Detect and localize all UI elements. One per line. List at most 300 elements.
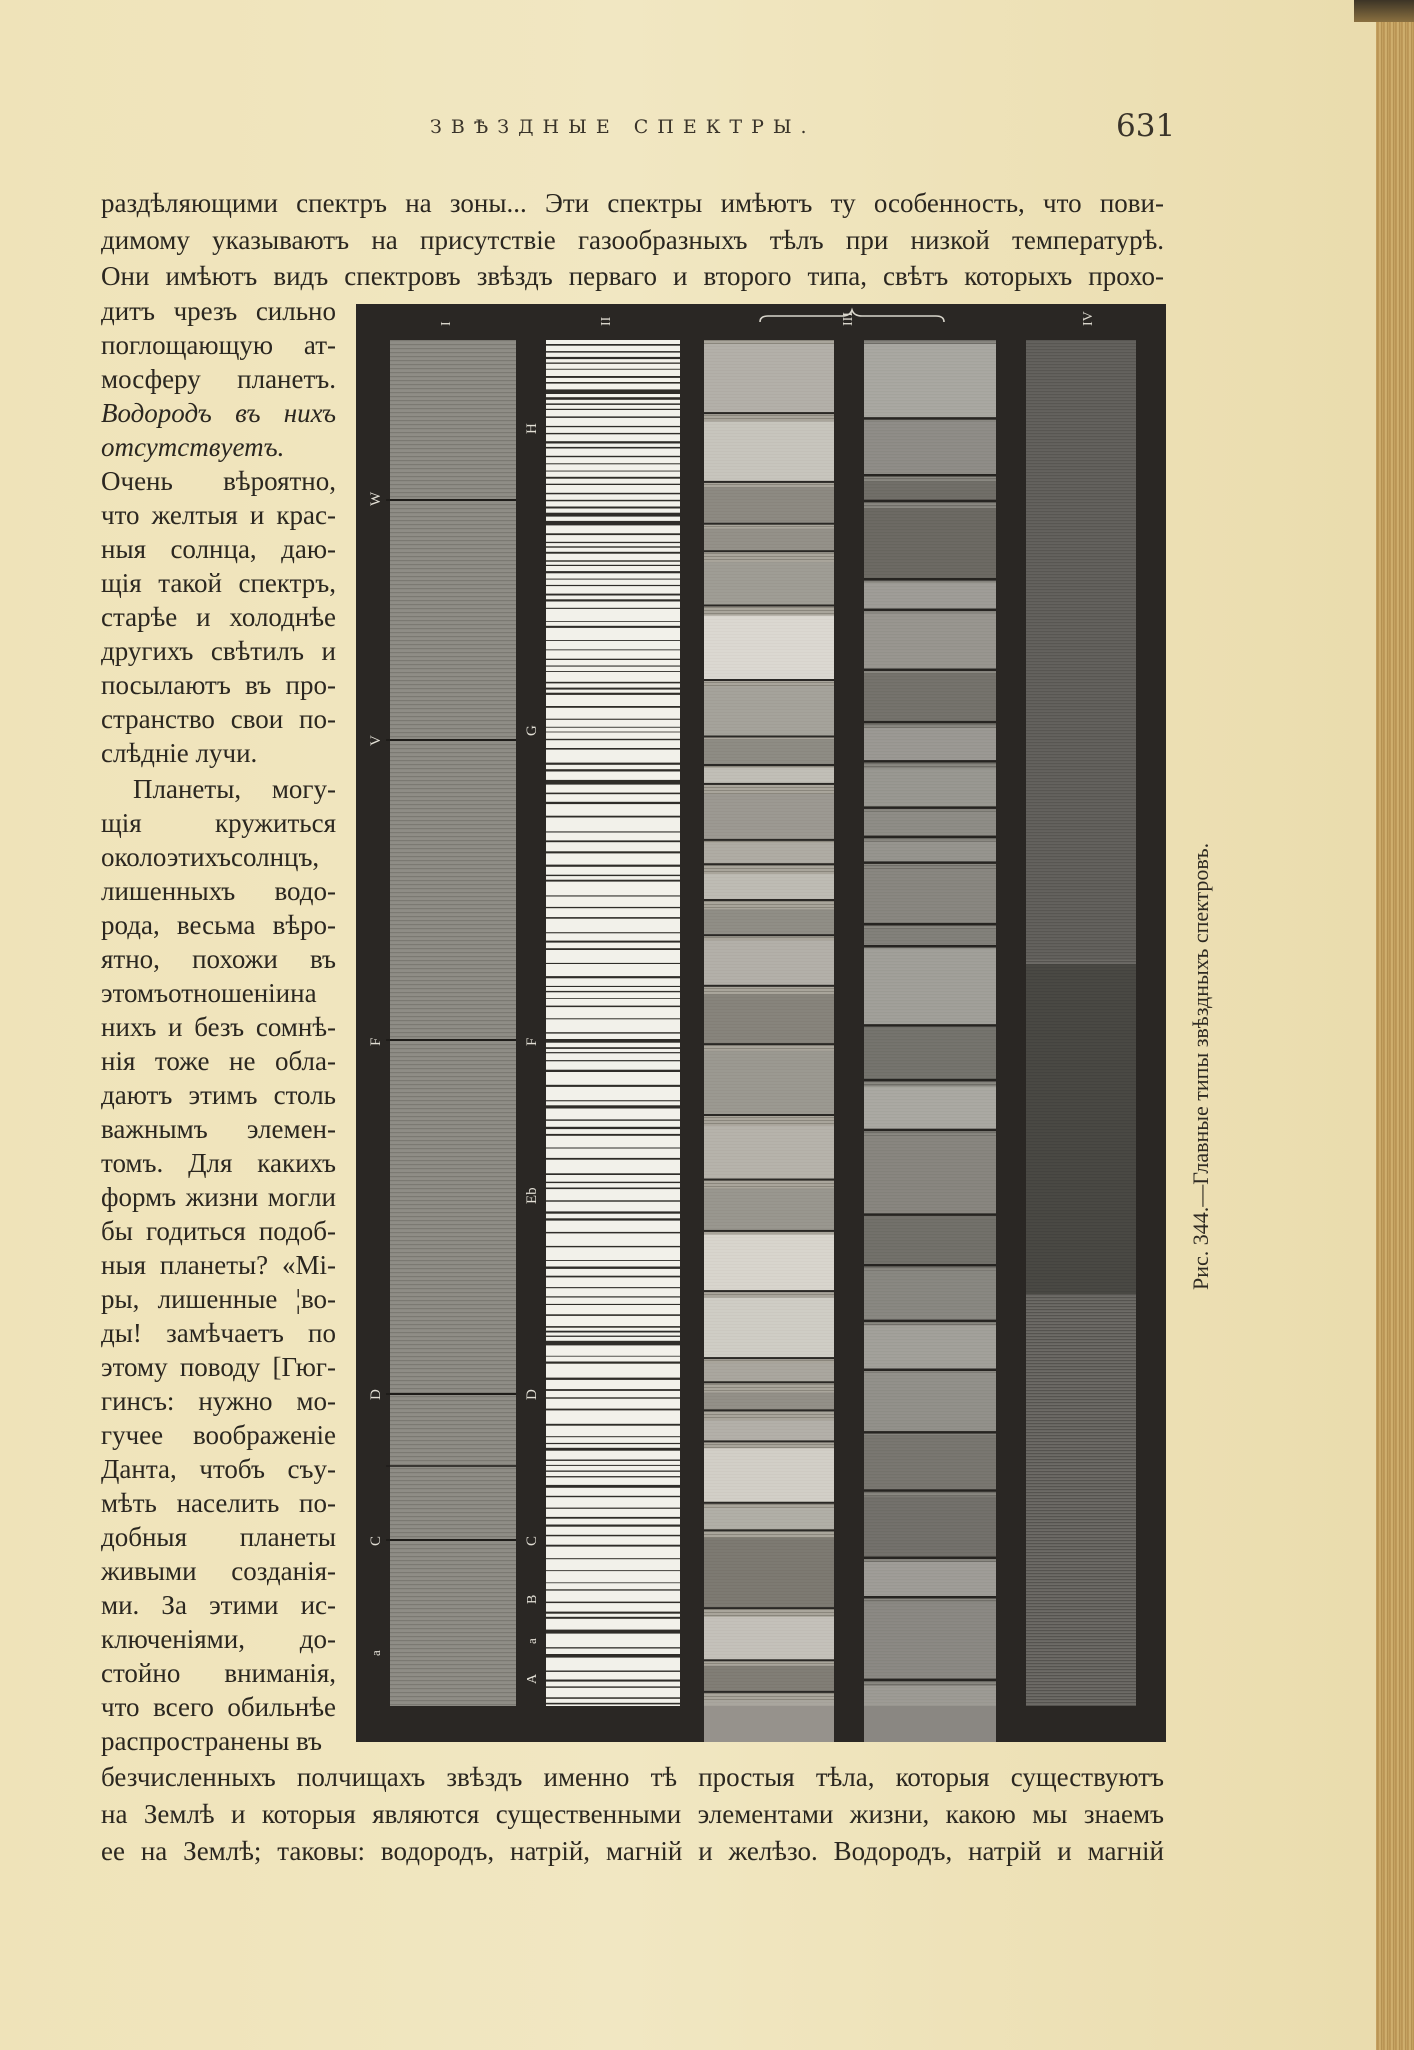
text-line: странство свои по- [101, 704, 336, 734]
absorption-line [546, 1188, 680, 1190]
page-corner-shadow [1354, 0, 1414, 22]
band-edge [704, 1114, 834, 1116]
absorption-line [546, 1443, 680, 1444]
figure-caption: Рис. 344.—Главные типы звѣздныхъ спектровъ. [1188, 842, 1213, 1290]
text-line: живыми созданія- [101, 1556, 336, 1586]
band-edge [704, 1529, 834, 1531]
absorption-line [546, 780, 680, 785]
absorption-line [546, 649, 680, 650]
absorption-line [546, 433, 680, 434]
band-edge [864, 923, 996, 926]
absorption-line [546, 1134, 680, 1136]
text-line: нія тоже не обла- [101, 1046, 336, 1076]
spectrum-band [864, 769, 996, 807]
spectrum-band [704, 1126, 834, 1179]
absorption-line [546, 1535, 680, 1537]
text-line: формъ жизни могли [101, 1182, 336, 1212]
text-line: ее на Землѣ; таковы: водородъ, натрій, магній и желѣзо. Водородъ, натрій и магній [101, 1836, 1164, 1866]
band-edge [704, 736, 834, 738]
spectrum-bands-iii-b [864, 344, 996, 1742]
absorption-line [546, 727, 680, 728]
spectrum-band [864, 1217, 996, 1264]
band-edge [864, 1369, 996, 1372]
line-letter-h: H [524, 423, 540, 434]
absorption-line [546, 1158, 680, 1160]
band-edge [704, 863, 834, 865]
text-line: мѣть населить по- [101, 1488, 336, 1518]
spectrum-band [864, 842, 996, 862]
text-line: ды! замѣчаетъ по [101, 1318, 336, 1348]
spectrum-band [864, 1497, 996, 1557]
column-label-iii: III [841, 312, 856, 326]
text-line: важнымъ элемен- [101, 1114, 336, 1144]
band-edge [864, 669, 996, 672]
absorption-line [546, 840, 680, 842]
band-edge [704, 523, 834, 525]
absorption-line [546, 500, 680, 502]
absorption-line [546, 1200, 680, 1201]
spectrum-band [704, 940, 834, 985]
band-edge [864, 1129, 996, 1132]
text-line: томъ. Для какихъ [101, 1148, 336, 1178]
text-line: дитъ чрезъ сильно [101, 296, 336, 326]
spectrum-band [704, 1393, 834, 1410]
absorption-line [546, 626, 680, 628]
absorption-line [546, 1617, 680, 1619]
absorption-line [546, 1047, 680, 1049]
line-letter-v: V [368, 735, 384, 746]
shade-band-iv [1026, 340, 1136, 960]
absorption-line [546, 1436, 680, 1437]
spectrum-band [704, 909, 834, 934]
absorption-line [546, 1287, 680, 1288]
absorption-line [546, 571, 680, 573]
band-edge [704, 1043, 834, 1045]
absorption-line [546, 447, 680, 449]
absorption-line [546, 507, 680, 509]
line-letter-c2: C [524, 1535, 540, 1546]
spectrum-band [704, 687, 834, 736]
absorption-line [546, 748, 680, 750]
absorption-line [546, 1589, 680, 1590]
text-line: стойно вниманія, [101, 1658, 336, 1688]
absorption-line [546, 546, 680, 547]
spectrum-band [704, 768, 834, 783]
absorption-line [546, 907, 680, 908]
absorption-line [546, 769, 680, 771]
absorption-line [546, 1039, 680, 1043]
running-title: ЗВѢЗДНЫЕ СПЕКТРЫ. [430, 116, 816, 138]
text-line: околоэтихъсолнцъ, [101, 842, 320, 872]
absorption-line [546, 1448, 680, 1451]
spectrum-band [864, 949, 996, 1025]
absorption-line [546, 1647, 680, 1648]
band-edge [864, 760, 996, 763]
band-edge [704, 764, 834, 766]
absorption-line [546, 1680, 680, 1682]
text-line: ныя солнца, даю- [101, 534, 336, 564]
line-letter-f2: F [524, 1037, 540, 1046]
line-letter-eb: Eb [524, 1187, 540, 1204]
absorption-line [546, 688, 680, 690]
band-edge [864, 474, 996, 477]
spectrum-band [864, 1271, 996, 1320]
absorption-line [546, 357, 680, 359]
band-edge [864, 861, 996, 864]
spectrum-band [704, 1448, 834, 1502]
spectrum-band [704, 344, 834, 412]
text-line: Водородъ въ нихъ [101, 398, 336, 428]
band-edge [864, 1596, 996, 1599]
absorption-line [546, 484, 680, 485]
line-letter-a-cap: A [525, 1673, 540, 1684]
spectrum-strip-ii [546, 340, 680, 1706]
absorption-line [546, 542, 680, 543]
spectrum-band [864, 613, 996, 668]
absorption-line [546, 403, 680, 405]
absorption-line [546, 1218, 680, 1220]
absorption-line [546, 1630, 680, 1634]
absorption-line [546, 1331, 680, 1333]
absorption-line [546, 1006, 680, 1008]
absorption-line [546, 1389, 680, 1391]
absorption-line [546, 560, 680, 561]
absorption-line [546, 1496, 680, 1497]
text-line: Очень вѣроятно, [101, 466, 336, 496]
spectrum-band [704, 1617, 834, 1659]
absorption-line [546, 1476, 680, 1477]
text-line: рода, весьма вѣро- [101, 910, 336, 940]
absorption-line [546, 941, 680, 943]
spectrum-band [704, 740, 834, 765]
absorption-line [546, 1032, 680, 1033]
spectrum-band [864, 673, 996, 721]
absorption-line [546, 880, 680, 882]
band-edge [704, 1179, 834, 1181]
text-line: димому указываютъ на присутствіе газообразныхъ тѣлъ при низкой температурѣ. [101, 225, 1164, 255]
spectrum-band [704, 794, 834, 839]
spectrum-band [864, 1373, 996, 1432]
line-letter-f: F [368, 1037, 384, 1046]
band-edge [704, 934, 834, 936]
absorption-line [546, 1517, 680, 1519]
absorption-line [546, 1105, 680, 1108]
absorption-line [546, 1304, 680, 1305]
absorption-line [546, 1671, 680, 1672]
absorption-line [546, 363, 680, 364]
spectrum-band [704, 1234, 834, 1290]
band-edge [864, 1320, 996, 1323]
absorption-line [546, 865, 680, 867]
text-line: бы годиться подоб- [101, 1216, 336, 1246]
text-line: ятно, похожи въ [101, 944, 336, 974]
absorption-line [546, 1267, 680, 1269]
absorption-line [546, 608, 680, 609]
spectrum-band [704, 1700, 834, 1742]
absorption-line [546, 1018, 680, 1019]
spectrum-band [864, 728, 996, 760]
absorption-line [546, 344, 680, 346]
spectra-figure [356, 304, 1166, 1742]
absorption-line [546, 1378, 680, 1380]
band-edge [864, 945, 996, 948]
spectrum-band [864, 1435, 996, 1490]
text-line: старѣе и холоднѣе [101, 602, 336, 632]
line-letter-w: W [368, 491, 384, 506]
spectrum-band [864, 421, 996, 474]
band-edge [864, 1264, 996, 1267]
absorption-line [546, 963, 680, 964]
absorption-line [546, 1276, 680, 1278]
absorption-line [546, 917, 680, 919]
absorption-line [546, 493, 680, 495]
absorption-line [546, 1232, 680, 1234]
text-line: что всего обильнѣе [101, 1692, 336, 1722]
spectrum-band [704, 421, 834, 481]
spectra-plate [356, 304, 1166, 1742]
band-edge [864, 806, 996, 809]
absorption-line [546, 351, 680, 353]
text-line: ключеніями, до- [101, 1624, 336, 1654]
spectrum-band [864, 1562, 996, 1596]
spectrum-band [704, 1508, 834, 1530]
absorption-line [546, 1602, 680, 1604]
band-edge [864, 578, 996, 581]
absorption-line [546, 426, 680, 427]
band-edge [704, 839, 834, 841]
spectrum-band [704, 562, 834, 605]
absorption-line [546, 1060, 680, 1061]
text-line: другихъ свѣтилъ и [101, 636, 336, 666]
absorption-line [546, 659, 680, 660]
absorption-line [546, 477, 680, 479]
band-edge [704, 1691, 834, 1693]
text-line: этому поводу [Гюг- [101, 1352, 336, 1382]
absorption-line [546, 552, 680, 554]
absorption-line [546, 831, 680, 832]
text-line: поглощающую ат- [101, 330, 336, 360]
line-letter-a2: a [524, 1638, 539, 1644]
band-edge [864, 1431, 996, 1434]
band-edge [704, 481, 834, 483]
absorption-line [546, 976, 680, 978]
absorption-line [546, 948, 680, 950]
absorption-line [546, 1100, 680, 1101]
text-line: гучее воображеніе [101, 1420, 336, 1450]
band-edge [704, 1409, 834, 1411]
band-edge [864, 1679, 996, 1682]
absorption-line [546, 816, 680, 818]
line-letter-b: B [525, 1594, 540, 1604]
spectrum-band [864, 508, 996, 578]
absorption-line [546, 1471, 680, 1472]
spectrum-band [864, 929, 996, 945]
band-edge [704, 412, 834, 414]
absorption-line [546, 382, 680, 384]
spectrum-band [704, 1298, 834, 1358]
band-edge [704, 605, 834, 607]
text-line: добныя планеты [101, 1522, 336, 1552]
absorption-line [546, 585, 680, 586]
band-edge [864, 1213, 996, 1216]
text-line: что желтыя и крас- [101, 500, 336, 530]
band-edge [864, 1489, 996, 1492]
absorption-line [546, 1508, 680, 1509]
absorption-line [546, 719, 680, 720]
text-line: мосферу планетъ. [101, 364, 336, 394]
absorption-line [546, 1465, 680, 1466]
absorption-line [546, 1336, 680, 1337]
absorption-line [546, 1246, 680, 1247]
column-label-iv: IV [1081, 311, 1096, 326]
band-edge [704, 1290, 834, 1292]
band-edge [864, 836, 996, 839]
absorption-line [546, 471, 680, 472]
absorption-line [546, 521, 680, 526]
absorption-line [546, 1356, 680, 1357]
absorption-line [546, 1314, 680, 1316]
absorption-line [546, 1127, 680, 1129]
band-edge [704, 1502, 834, 1504]
line-letter-a: a [368, 1650, 383, 1656]
absorption-line [546, 599, 680, 601]
spectrum-band [864, 1325, 996, 1368]
absorption-line [546, 1525, 680, 1527]
absorption-line [546, 621, 680, 622]
absorption-line [546, 1326, 680, 1328]
band-edge [704, 899, 834, 901]
absorption-line [546, 533, 680, 535]
absorption-line [546, 1703, 680, 1705]
band-edge [704, 1230, 834, 1232]
band-edge [704, 1357, 834, 1359]
absorption-line [546, 851, 680, 853]
absorption-line [546, 1558, 680, 1559]
band-edge [704, 985, 834, 987]
absorption-line [546, 991, 680, 992]
text-line: на Землѣ и которыя являются существенными элементами жизни, какою мы знаемъ [101, 1799, 1164, 1829]
absorption-line [546, 640, 680, 641]
text-line: этомъотношеніина [101, 978, 317, 1008]
spectrum-band [864, 481, 996, 500]
spectrum-band [864, 1603, 996, 1679]
absorption-line [546, 579, 680, 580]
spectrum-band [704, 1666, 834, 1691]
absorption-line [546, 409, 680, 410]
absorption-line [546, 802, 680, 804]
text-line: слѣдніе лучи. [101, 738, 258, 768]
spectrum-band [704, 994, 834, 1043]
text-line: щія такой спектръ, [101, 568, 336, 598]
spectrum-band [864, 344, 996, 417]
band-edge [864, 609, 996, 612]
absorption-line [546, 1341, 680, 1346]
band-edge [704, 679, 834, 681]
band-edge [704, 1659, 834, 1661]
absorption-line [546, 793, 680, 795]
spectrum-band [864, 869, 996, 923]
absorption-line [546, 441, 680, 443]
absorption-line [546, 369, 680, 370]
absorption-line [546, 671, 680, 672]
absorption-line [546, 1460, 680, 1461]
absorption-line [546, 397, 680, 400]
spectrum-strip-i [390, 340, 516, 1706]
band-edge [704, 550, 834, 552]
absorption-line [546, 1296, 680, 1297]
text-line: ры, лишенные ¦во- [101, 1284, 336, 1314]
spectrum-band [704, 1420, 834, 1440]
spectrum-band [864, 1136, 996, 1214]
absorption-line [546, 1654, 680, 1658]
absorption-line [546, 998, 680, 999]
band-edge [864, 500, 996, 503]
spectrum-band [864, 1028, 996, 1079]
absorption-line [546, 1424, 680, 1426]
dark-band-iv [1026, 964, 1136, 1294]
absorption-line [546, 666, 680, 667]
absorption-line [546, 1260, 680, 1261]
absorption-line [546, 739, 680, 740]
absorption-line [546, 763, 680, 765]
absorption-line [546, 1052, 680, 1053]
absorption-line [546, 1085, 680, 1087]
absorption-line [546, 732, 680, 733]
line-letter-c: C [368, 1535, 384, 1546]
absorption-line [546, 986, 680, 987]
column-label-i: I [439, 321, 454, 326]
absorption-line [546, 693, 680, 695]
text-line: ныя планеты? «Мі- [101, 1250, 336, 1280]
spectrum-band [704, 1188, 834, 1230]
absorption-line [546, 1362, 680, 1364]
spectrum-band [704, 1538, 834, 1608]
spectrum-band [704, 487, 834, 523]
band-edge [864, 721, 996, 724]
spectrum-band [704, 1363, 834, 1381]
band-edge [704, 1381, 834, 1383]
text-line: даютъ этимъ столь [101, 1080, 336, 1110]
band-edge [704, 1440, 834, 1442]
line-letter-d2: D [524, 1389, 540, 1400]
absorption-line [546, 513, 680, 517]
absorption-line [546, 706, 680, 708]
absorption-line [546, 875, 680, 876]
spectrum-band [704, 529, 834, 551]
band-edge [864, 1079, 996, 1082]
text-line: гинсъ: нужно мо- [101, 1386, 336, 1416]
text-line: лишенныхъ водо- [101, 876, 336, 906]
absorption-line [546, 1173, 680, 1175]
absorption-line [546, 594, 680, 596]
text-line: Данта, чтобъ съу- [101, 1454, 336, 1484]
absorption-line [546, 1697, 680, 1699]
spectrum-band [864, 583, 996, 609]
absorption-line [546, 1686, 680, 1687]
spectrum-band [704, 874, 834, 899]
absorption-line [546, 1485, 680, 1488]
absorption-line [546, 1612, 680, 1614]
text-line: Они имѣютъ видъ спектровъ звѣздъ перваго и второго типа, свѣтъ которыхъ прохо- [101, 261, 1164, 291]
absorption-line [546, 895, 680, 896]
spectrum-band [864, 1686, 996, 1742]
text-line: распространены въ [101, 1726, 322, 1756]
absorption-line [546, 1070, 680, 1072]
line-letter-g: G [524, 725, 540, 736]
band-edge [704, 1607, 834, 1609]
band-edge [864, 1024, 996, 1027]
page-number: 631 [1116, 108, 1176, 144]
